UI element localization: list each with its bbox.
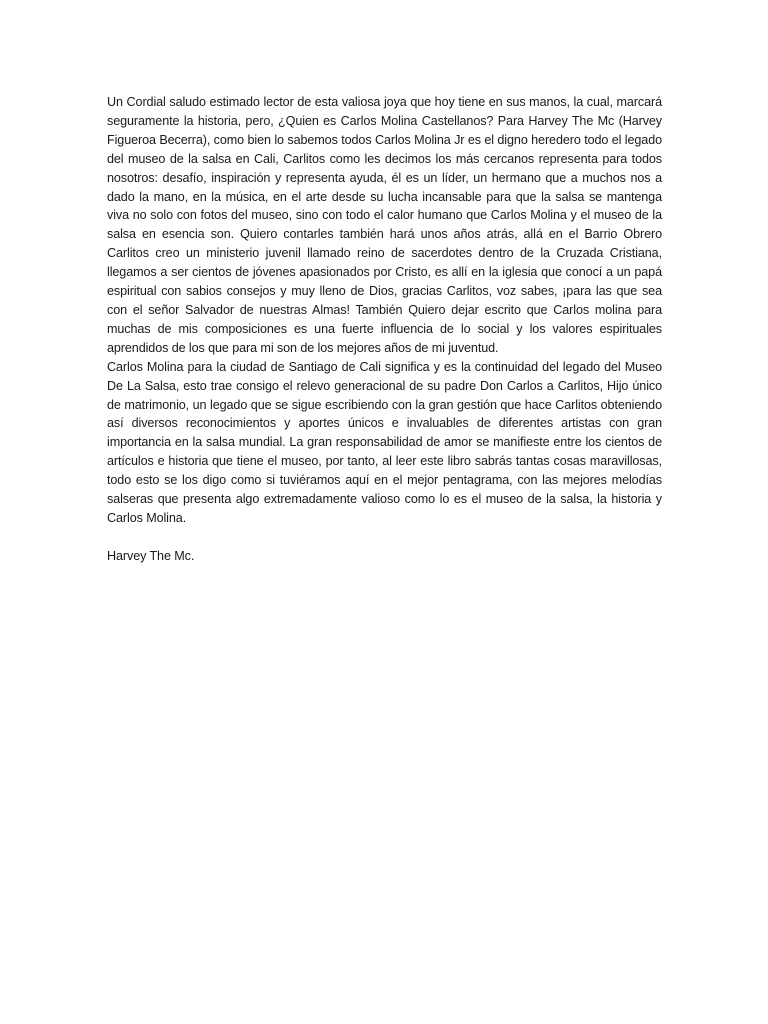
- blank-line: [107, 528, 662, 547]
- document-body: [107, 93, 662, 566]
- paragraph-legacy: Carlos Molina para la ciudad de Santiago de Cali significa y es la continuidad del legado del Museo De La Salsa, esto trae consigo el relevo generacional de su padre Don Carlos a Carlitos, Hijo único de matrimonio, un legado que se sigue escribiendo con la gran gestión que hace Carlitos obteniendo así diversos reconocimientos y aportes únicos e invaluables de diferentes artistas con gran importancia en la salsa mundial. La gran responsabilidad de amor se manifieste entre los cientos de artículos e historia que tiene el museo, por tanto, al leer este libro sabrás tantas cosas maravillosas, todo esto se los digo como si tuviéramos aquí en el mejor pentagrama, con las mejores melodías salseras que presenta algo extremadamente valioso como lo es el museo de la salsa, la historia y Carlos Molina.: [107, 359, 662, 525]
- signature: Harvey The Mc.: [107, 548, 195, 563]
- paragraph-intro: Un Cordial saludo estimado lector de esta valiosa joya que hoy tiene en sus manos, la cual, marcará seguramente la historia, pero, ¿Quien es Carlos Molina Castellanos? Para Harvey The Mc (Harvey Figueroa Becerra), como bien lo sabemos todos Carlos Molina Jr es el digno heredero todo el legado del museo de la salsa en Cali, Carlitos como les decimos los más cercanos representa para todos nosotros: desafío, inspiración y representa ayuda, él es un líder, un hermano que a muchos nos a dado la mano, en la música, en el arte desde su lucha incansable para que la salsa se mantenga viva no solo con fotos del museo, sino con todo el calor humano que Carlos Molina y el museo de la salsa en esencia son. Quiero contarles también hará unos años atrás, allá en el Barrio Obrero Carlitos creo un ministerio juvenil llamado reino de sacerdotes dentro de la Cruzada Cristiana, llegamos a ser cientos de jóvenes apasionados por Cristo, es allí en la iglesia que conocí a un papá espiritual con sabios consejos y muy lleno de Dios, gracias Carlitos, voz sabes, ¡para las que sea con el señor Salvador de nuestras Almas! También Quiero dejar escrito que Carlos molina para muchas de mis composiciones es una fuerte influencia de lo social y los valores espirituales aprendidos de los que para mi son de los mejores años de mi juventud.: [107, 95, 662, 355]
